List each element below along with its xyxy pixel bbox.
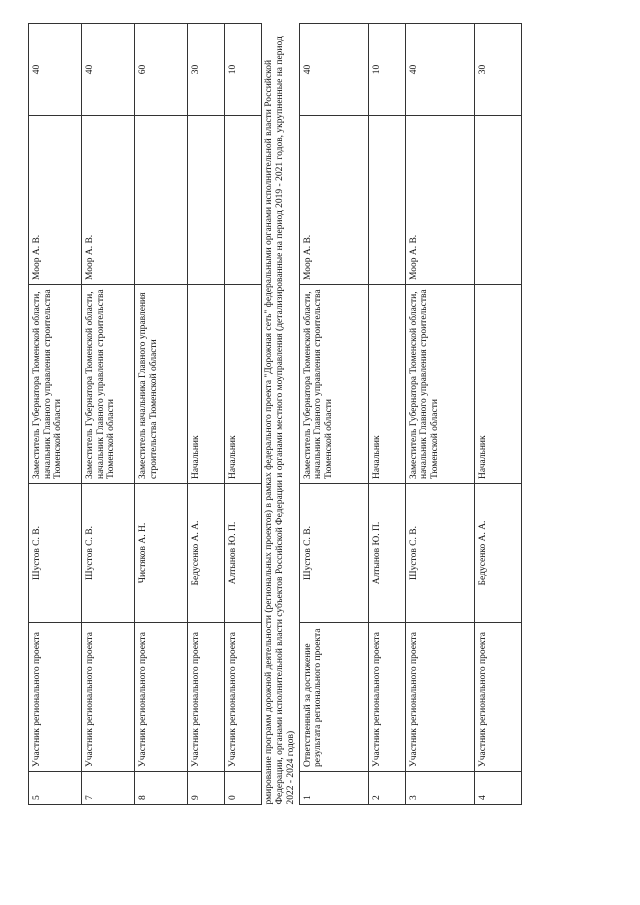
- position-cell: Заместитель Губернатора Тюменской области, начальник Главного управления строительства Тюменской области: [299, 285, 368, 484]
- supervisor-cell: [135, 116, 188, 285]
- role-cell: Участник регионального проекта: [405, 623, 474, 772]
- employment-percent-cell: 60: [135, 24, 188, 116]
- role-cell: Участник регионального проекта: [29, 623, 82, 772]
- table-row: [299, 24, 368, 805]
- role-cell: Участник регионального проекта: [474, 623, 521, 772]
- employment-percent-cell: 40: [405, 24, 474, 116]
- table-row: [474, 24, 521, 805]
- table-row: [135, 24, 188, 805]
- name-cell: Чистяков А. Н.: [135, 484, 188, 623]
- name-cell: Шустов С. В.: [82, 484, 135, 623]
- name-cell: Шустов С. В.: [29, 484, 82, 623]
- role-cell: Участник регионального проекта: [225, 623, 262, 772]
- participants-table-container: [28, 23, 522, 805]
- supervisor-cell: [188, 116, 225, 285]
- row-number: 0: [225, 772, 262, 805]
- name-cell: Алтынов Ю. П.: [368, 484, 405, 623]
- section-heading-row: [262, 24, 300, 805]
- employment-percent-cell: 30: [474, 24, 521, 116]
- row-number: 1: [299, 772, 368, 805]
- employment-percent-cell: 40: [299, 24, 368, 116]
- supervisor-cell: [474, 116, 521, 285]
- employment-percent-cell: 10: [225, 24, 262, 116]
- position-cell: Начальник: [225, 285, 262, 484]
- role-cell: Ответственный за достижение результата регионального проекта: [299, 623, 368, 772]
- supervisor-cell: [225, 116, 262, 285]
- name-cell: Шустов С. В.: [299, 484, 368, 623]
- table-row: [368, 24, 405, 805]
- table-row: [405, 24, 474, 805]
- employment-percent-cell: 30: [188, 24, 225, 116]
- position-cell: Начальник: [188, 285, 225, 484]
- role-cell: Участник регионального проекта: [135, 623, 188, 772]
- position-cell: Заместитель начальника Главного управления строительства Тюменской области: [135, 285, 188, 484]
- table-row: [82, 24, 135, 805]
- row-number: 9: [188, 772, 225, 805]
- table-row: [188, 24, 225, 805]
- position-cell: Заместитель Губернатора Тюменской области, начальник Главного управления строительства Тюменской области: [82, 285, 135, 484]
- row-number: 3: [405, 772, 474, 805]
- row-number: 7: [82, 772, 135, 805]
- row-number: 2: [368, 772, 405, 805]
- role-cell: Участник регионального проекта: [368, 623, 405, 772]
- employment-percent-cell: 40: [29, 24, 82, 116]
- row-number: 5: [29, 772, 82, 805]
- row-number: 8: [135, 772, 188, 805]
- name-cell: Шустов С. В.: [405, 484, 474, 623]
- supervisor-cell: Моор А. В.: [299, 116, 368, 285]
- row-number: 4: [474, 772, 521, 805]
- employment-percent-cell: 40: [82, 24, 135, 116]
- position-cell: Заместитель Губернатора Тюменской области, начальник Главного управления строительства Тюменской области: [29, 285, 82, 484]
- position-cell: Начальник: [368, 285, 405, 484]
- section-heading: рмирование программ дорожной деятельности (региональных проектов) в рамках федерального проекта "Дорожная сеть" федеральными органами исполнительной власти Российской Федерации, органами исполнительной власти субъектов Российской Федерации и органами местного моуправления (детализированные на период 2019 - 2021 годов, укрупненные на период 2022 - 2024 годов): [262, 24, 300, 805]
- name-cell: Алтынов Ю. П.: [225, 484, 262, 623]
- supervisor-cell: [368, 116, 405, 285]
- supervisor-cell: Моор А. В.: [29, 116, 82, 285]
- employment-percent-cell: 10: [368, 24, 405, 116]
- role-cell: Участник регионального проекта: [82, 623, 135, 772]
- position-cell: Заместитель Губернатора Тюменской области, начальник Главного управления строительства Тюменской области: [405, 285, 474, 484]
- table-row: [29, 24, 82, 805]
- name-cell: Бедусенко А. А.: [474, 484, 521, 623]
- supervisor-cell: Моор А. В.: [405, 116, 474, 285]
- name-cell: Бедусенко А. А.: [188, 484, 225, 623]
- position-cell: Начальник: [474, 285, 521, 484]
- supervisor-cell: Моор А. В.: [82, 116, 135, 285]
- table-row: [225, 24, 262, 805]
- role-cell: Участник регионального проекта: [188, 623, 225, 772]
- participants-table: [28, 23, 522, 805]
